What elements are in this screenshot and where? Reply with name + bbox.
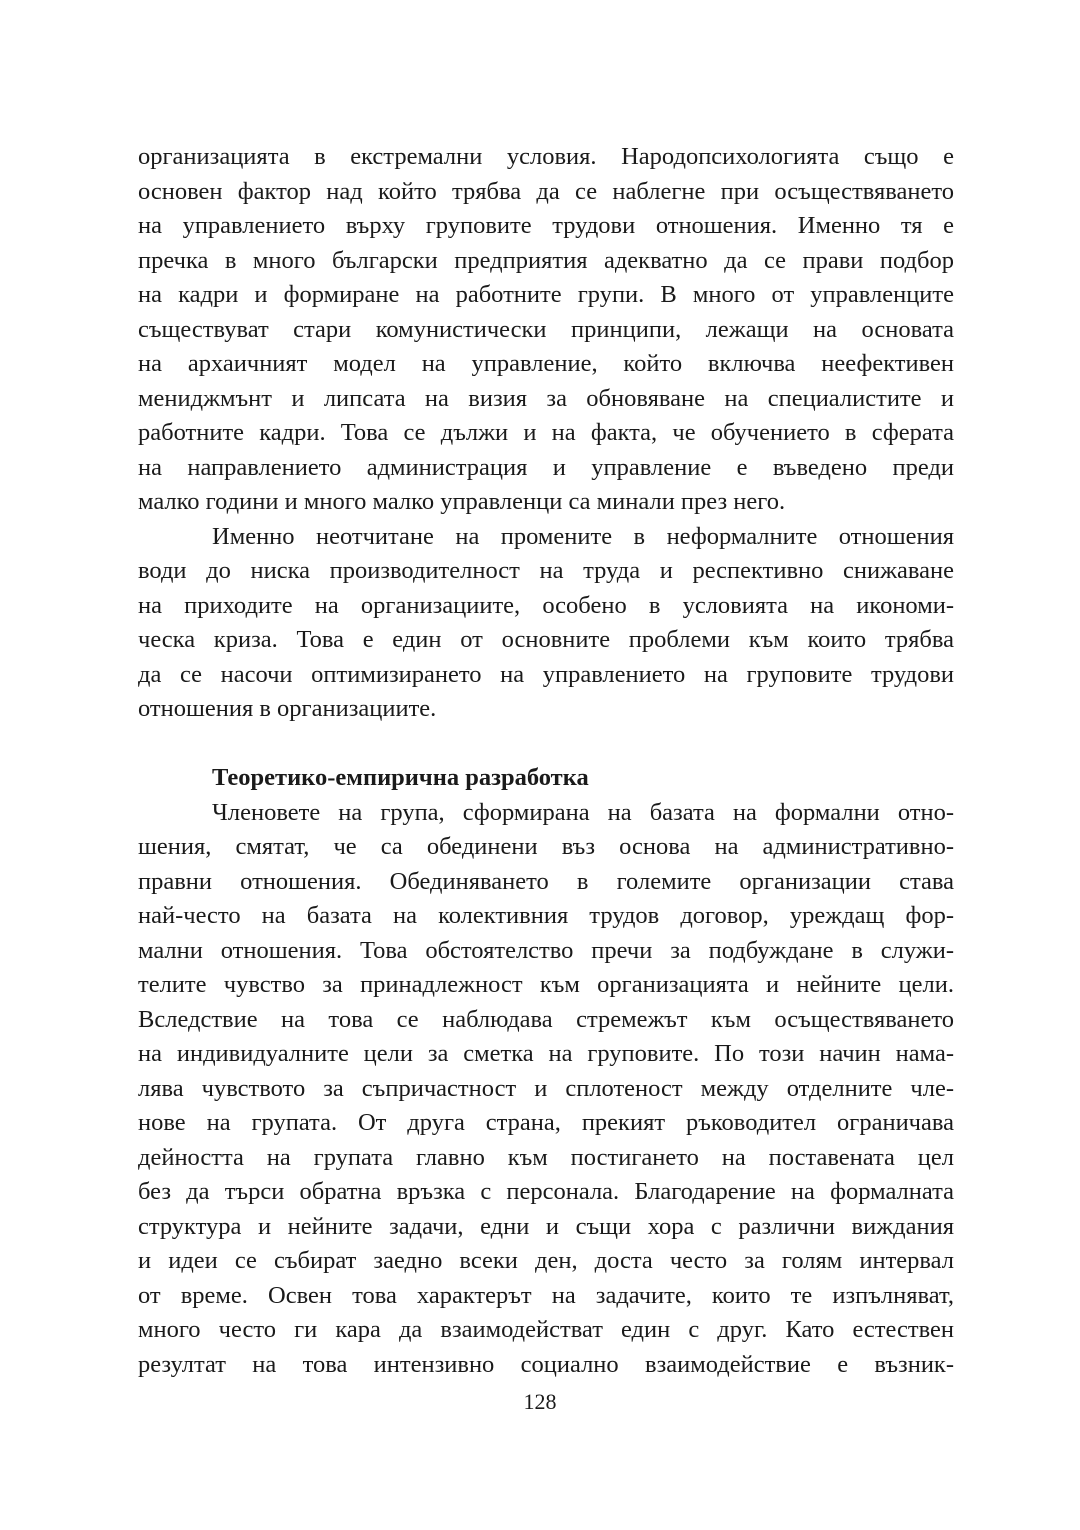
text-line: най-често на базата на колективния трудов договор, уреждащ фор- <box>138 902 954 929</box>
text-line: нове на групата. От друга страна, прекият ръководител ограничава <box>138 1109 954 1136</box>
text-line: пречка в много български предприятия адекватно да се прави подбор <box>138 246 954 274</box>
text-line: основен фактор над който трябва да се наблегне при осъществяването <box>138 177 954 205</box>
text-line: организацията в екстремални условия. Народопсихологията също е <box>138 143 954 170</box>
text-line: Вследствие на това се наблюдава стремежът към осъществяването <box>138 1005 954 1033</box>
text-line: структура и нейните задачи, едни и същи хора с различни виждания <box>138 1212 954 1240</box>
text-line: мениджмънт и липсата на визия за обновяване на специалистите и <box>138 384 954 412</box>
text-line: мални отношения. Това обстоятелство пречи за подбуждане в служи- <box>138 936 954 964</box>
text-line: на кадри и формиране на работните групи. В много от управленците <box>138 281 954 308</box>
text-line: съществуват стари комунистически принципи, лежащи на основата <box>138 315 954 343</box>
paragraph-1 <box>138 140 954 520</box>
paragraph-2 <box>138 520 954 727</box>
text-line: на направлението администрация и управление е въведено преди <box>138 453 954 481</box>
text-line: Именно неотчитане на промените в неформалните отношения <box>212 522 954 550</box>
text-line: на управлението върху груповите трудови отношения. Именно тя е <box>138 212 954 239</box>
text-line: дейността на групата главно към постигането на поставената цел <box>138 1143 954 1171</box>
text-line: шения, смятат, че са обединени въз основа на административно- <box>138 833 954 860</box>
text-line: лява чувството за съпричастност и сплотеност между отделните чле- <box>138 1074 954 1102</box>
text-line: малко години и много малко управленци са минали през него. <box>138 488 786 515</box>
page-body <box>138 140 954 1382</box>
text-line: ческа криза. Това е един от основните проблеми към които трябва <box>138 626 954 653</box>
text-line: работните кадри. Това се дължи и на факта, че обучението в сферата <box>138 419 954 446</box>
section-heading: Теоретико-емпирична разработка <box>212 764 589 791</box>
text-line: на приходите на организациите, особено в условията на икономи- <box>138 591 954 619</box>
text-line: резултат на това интензивно социално взаимодействие е възник- <box>138 1350 954 1378</box>
text-line: отношения в организациите. <box>138 695 437 722</box>
page-number: 128 <box>523 1389 557 1414</box>
text-line: води до ниска производителност на труда и респективно снижаване <box>138 557 954 584</box>
paragraph-spacer <box>138 727 954 762</box>
text-line: да се насочи оптимизирането на управлението на груповите трудови <box>138 660 954 688</box>
text-line: и идеи се събират заедно всеки ден, доста често за голям интервал <box>138 1247 954 1274</box>
text-line: на индивидуалните цели за сметка на груповите. По този начин нама- <box>138 1040 954 1067</box>
text-line: много често ги кара да взаимодействат един с друг. Като естествен <box>138 1316 954 1343</box>
text-line: Членовете на група, сформирана на базата на формални отно- <box>212 798 954 826</box>
text-line: от време. Освен това характерът на задачите, които те изпълняват, <box>138 1281 954 1309</box>
text-line: телите чувство за принадлежност към организацията и нейните цели. <box>138 971 954 998</box>
text-line: на архаичният модел на управление, който включва неефективен <box>138 350 954 377</box>
text-line: правни отношения. Обединяването в големите организации става <box>138 867 954 895</box>
paragraph-3 <box>138 796 954 1383</box>
text-line: без да търси обратна връзка с персонала. Благодарение на формалната <box>138 1178 954 1205</box>
